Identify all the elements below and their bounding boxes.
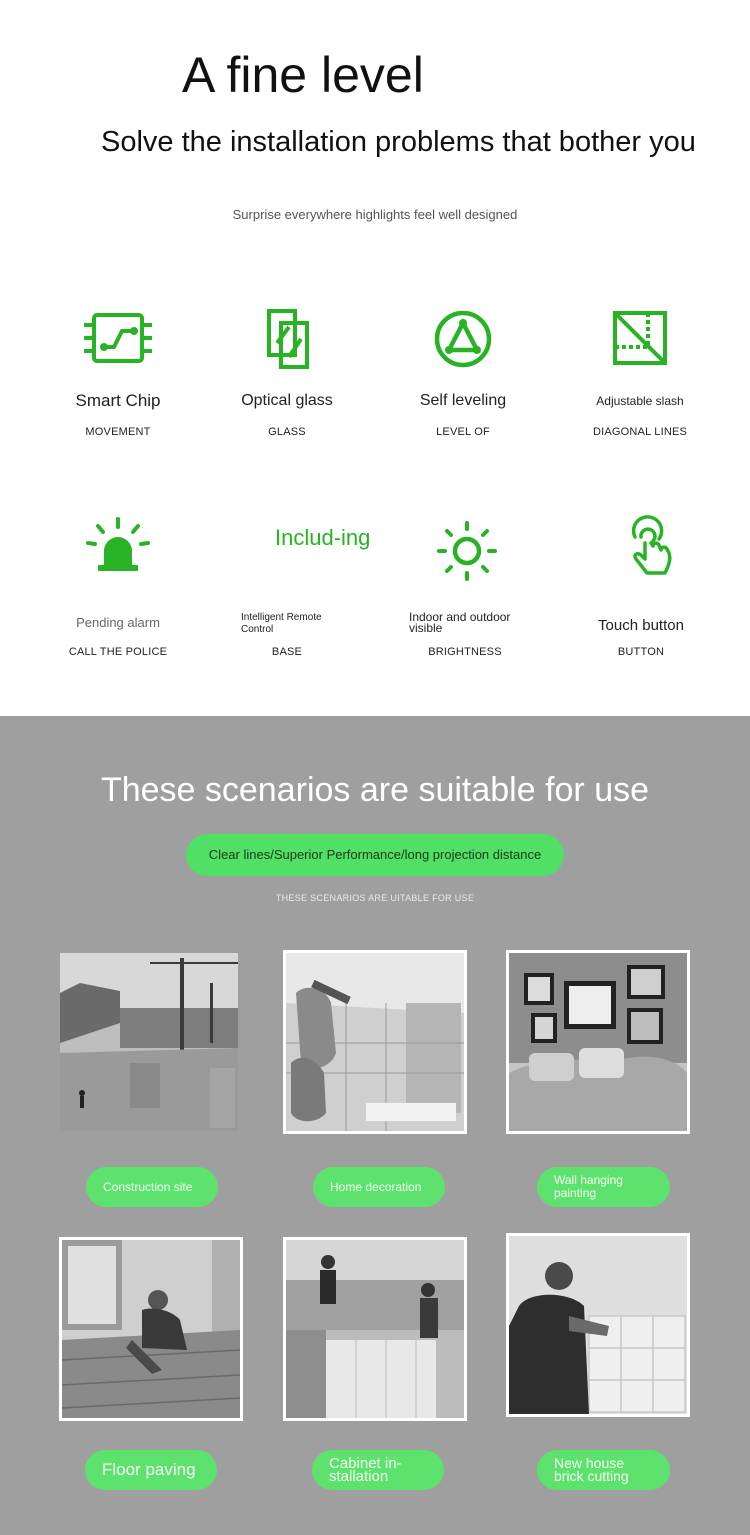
feature-pending-alarm — [33, 515, 203, 665]
feature-name: Intelligent Remote Control — [241, 612, 322, 635]
wall-hanging-photo — [506, 950, 690, 1134]
feature-name: Indoor and outdoor visible — [409, 610, 511, 635]
feature-subtitle: BUTTON — [617, 646, 665, 658]
feature-name: Optical glass — [241, 392, 333, 409]
feature-remote-control — [202, 515, 372, 665]
touch-hand-icon — [601, 515, 681, 585]
feature-subtitle: BRIGHTNESS — [428, 646, 502, 658]
feature-smart-chip — [33, 303, 203, 443]
feature-subtitle: GLASS — [268, 426, 306, 438]
diagonal-lines-icon — [600, 303, 680, 373]
cabinet-installation-photo — [283, 1237, 467, 1421]
page-subtitle: Solve the installation problems that bother you — [101, 126, 696, 158]
sun-icon — [425, 515, 505, 585]
feature-subtitle: MOVEMENT — [85, 426, 151, 438]
features-section — [0, 0, 750, 716]
including-label: Includ-ing — [275, 525, 371, 550]
scenario-cabinet-installation-button[interactable]: Cabinet in-stallation — [312, 1450, 444, 1490]
chip-icon — [78, 303, 158, 373]
tagline: Surprise everywhere highlights feel well designed — [232, 207, 518, 222]
feature-name: Smart Chip — [75, 391, 161, 410]
scenario-brick-cutting-button[interactable]: New house brick cutting — [537, 1450, 670, 1490]
feature-subtitle: CALL THE POLICE — [68, 646, 168, 658]
feature-self-leveling — [378, 303, 548, 443]
scenario-floor-paving-button[interactable]: Floor paving — [85, 1450, 217, 1490]
feature-adjustable-slash — [555, 303, 725, 443]
scenario-construction-site-button[interactable]: Construction site — [86, 1167, 218, 1207]
scenarios-title: These scenarios are suitable for use — [100, 771, 650, 809]
alarm-light-icon — [78, 515, 158, 585]
feature-brightness — [380, 515, 550, 665]
scenario-wall-hanging-button[interactable]: Wall hanging painting — [537, 1167, 670, 1207]
glass-icon — [247, 303, 327, 373]
construction-site-photo — [57, 950, 241, 1134]
floor-paving-photo — [59, 1237, 243, 1421]
feature-name: Pending alarm — [76, 615, 160, 630]
feature-subtitle: DIAGONAL LINES — [592, 426, 688, 438]
feature-name: Self leveling — [419, 392, 507, 409]
feature-name: Adjustable slash — [596, 394, 684, 408]
scenarios-caption: THESE SCENARIOS ARE UITABLE FOR USE — [275, 893, 475, 903]
scenario-home-decoration-button[interactable]: Home decoration — [313, 1167, 445, 1207]
level-triangle-icon — [423, 303, 503, 373]
feature-touch-button — [556, 515, 726, 665]
feature-name: Touch button — [598, 617, 684, 634]
home-decoration-photo — [283, 950, 467, 1134]
feature-subtitle: LEVEL OF — [436, 426, 490, 438]
scenarios-section — [0, 716, 750, 1535]
performance-banner: Clear lines/Superior Performance/long projection distance — [186, 834, 564, 876]
brick-cutting-photo — [506, 1233, 690, 1417]
feature-subtitle: BASE — [271, 646, 303, 658]
feature-optical-glass — [202, 303, 372, 443]
page-title: A fine level — [182, 47, 424, 103]
